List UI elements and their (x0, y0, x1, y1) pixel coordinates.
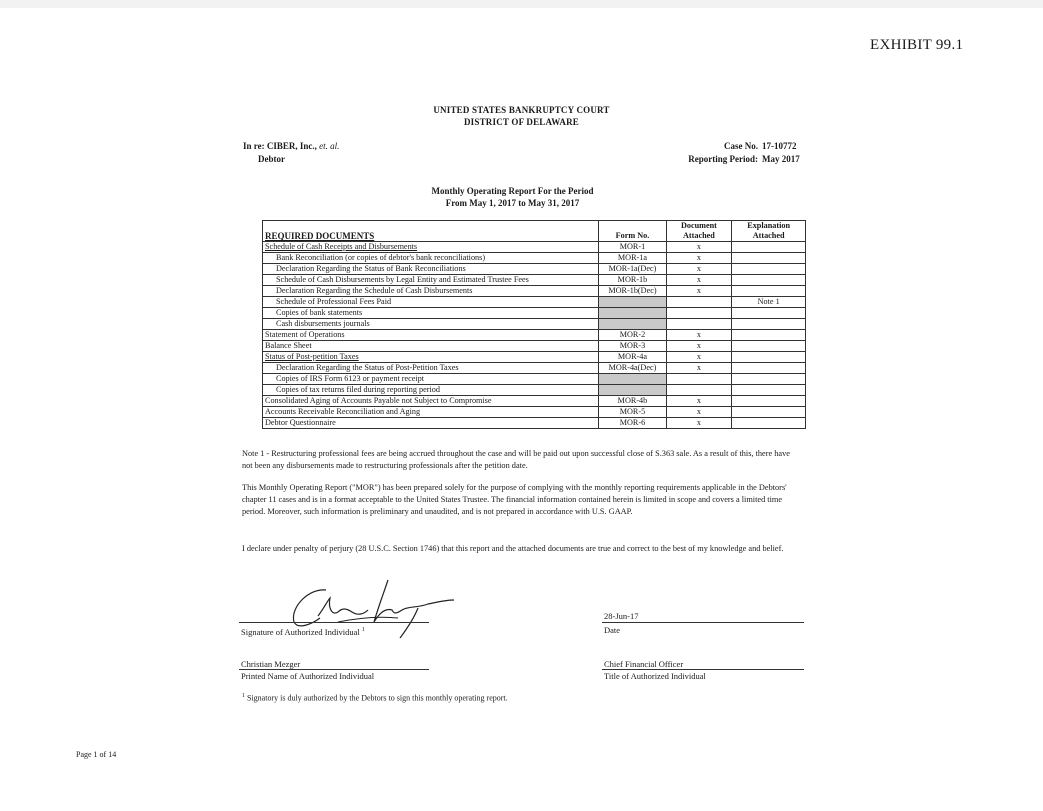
header-explanation-line2: Attached (752, 231, 785, 240)
exhibit-label: EXHIBIT 99.1 (870, 37, 964, 53)
footnote-mark: 1 (242, 693, 245, 699)
form-cell: MOR-2 (599, 330, 666, 341)
form-cell: MOR-1b(Dec) (599, 286, 666, 297)
attached-cell: x (666, 407, 732, 418)
inre-text: In re: CIBER, Inc., (243, 141, 320, 151)
page-number: Page 1 of 14 (76, 750, 117, 759)
form-cell: MOR-3 (599, 341, 666, 352)
scan-edge (0, 0, 1043, 8)
doc-cell: Statement of Operations (263, 330, 599, 341)
attached-cell: x (666, 363, 732, 374)
doc-cell: Schedule of Cash Disbursements by Legal Entity and Estimated Trustee Fees (263, 275, 599, 286)
explanation-cell (732, 330, 806, 341)
table-row (263, 286, 806, 297)
table-header-row (263, 221, 806, 242)
doc-cell: Accounts Receivable Reconciliation and Aging (263, 407, 599, 418)
explanation-cell: Note 1 (732, 297, 806, 308)
table-row (263, 418, 806, 429)
form-cell: MOR-1a (599, 253, 666, 264)
doc-cell: Balance Sheet (263, 341, 599, 352)
table-row (263, 352, 806, 363)
case-number-value: 17-10772 (762, 141, 797, 151)
form-cell-shaded (599, 319, 666, 330)
signature-stroke (318, 598, 368, 616)
header-document-attached (666, 221, 732, 242)
doc-cell: Declaration Regarding the Schedule of Cash Disbursements (263, 286, 599, 297)
note-1-paragraph: Note 1 - Restructuring professional fees are being accrued throughout the case and will be paid out upon successful close of S.363 sale. As a result of this, there have not been any disbursements made to restructuring professionals after the petition date. (242, 449, 790, 470)
table-row (263, 275, 806, 286)
explanation-cell (732, 352, 806, 363)
doc-cell: Bank Reconciliation (or copies of debtor's bank reconciliations) (263, 253, 599, 264)
reporting-period-value: May 2017 (762, 154, 800, 164)
reporting-period-label: Reporting Period: (688, 154, 758, 164)
explanation-cell (732, 374, 806, 385)
doc-cell: Copies of bank statements (263, 308, 599, 319)
declaration-paragraph: I declare under penalty of perjury (28 U.S.C. Section 1746) that this report and the attached documents are true and correct to the best of my knowledge and belief. (242, 544, 784, 553)
doc-text: Status of Post-petition Taxes (265, 352, 359, 361)
title-line (602, 669, 804, 670)
form-cell: MOR-4b (599, 396, 666, 407)
table-row (263, 242, 806, 253)
attached-cell (666, 374, 732, 385)
doc-cell: Declaration Regarding the Status of Post-Petition Taxes (263, 363, 599, 374)
explanation-cell (732, 341, 806, 352)
table-row (263, 385, 806, 396)
date-line (602, 622, 804, 623)
explanation-cell (732, 363, 806, 374)
report-title-line2: From May 1, 2017 to May 31, 2017 (445, 198, 580, 208)
form-cell-shaded (599, 385, 666, 396)
explanation-cell (732, 275, 806, 286)
header-explanation-attached (732, 221, 806, 242)
attached-cell: x (666, 352, 732, 363)
signature-footnote-mark: 1 (361, 627, 365, 633)
table-row (263, 341, 806, 352)
reporting-period-row (660, 153, 800, 166)
explanation-cell (732, 286, 806, 297)
table-row (263, 308, 806, 319)
footnote-text: Signatory is duly authorized by the Debtors to sign this monthly operating report. (247, 693, 508, 703)
court-name: UNITED STATES BANKRUPTCY COURT (433, 105, 610, 115)
attached-cell (666, 308, 732, 319)
inre-etal: et. al. (319, 141, 340, 151)
table-row (263, 396, 806, 407)
attached-cell: x (666, 286, 732, 297)
report-title (0, 185, 1034, 209)
header-explanation-line1: Explanation (747, 221, 791, 230)
signature-stroke (293, 590, 326, 626)
attached-cell: x (666, 341, 732, 352)
explanation-cell (732, 264, 806, 275)
debtor-label: Debtor (258, 154, 285, 164)
table-row (263, 297, 806, 308)
doc-cell: Cash disbursements journals (263, 319, 599, 330)
doc-cell: Copies of tax returns filed during reporting period (263, 385, 599, 396)
signature-line (239, 622, 429, 623)
attached-cell (666, 297, 732, 308)
attached-cell: x (666, 330, 732, 341)
court-district: DISTRICT OF DELAWARE (463, 117, 580, 127)
table-row (263, 253, 806, 264)
doc-cell (263, 352, 599, 363)
explanation-cell (732, 407, 806, 418)
table-row (263, 363, 806, 374)
header-form-no: Form No. (599, 221, 666, 242)
doc-cell: Copies of IRS Form 6123 or payment receipt (263, 374, 599, 385)
table-row (263, 319, 806, 330)
required-documents-table (262, 220, 806, 429)
table-row (263, 407, 806, 418)
doc-cell: Declaration Regarding the Status of Bank Reconciliations (263, 264, 599, 275)
table-row (263, 264, 806, 275)
title-label: Title of Authorized Individual (604, 671, 706, 681)
explanation-cell (732, 418, 806, 429)
table-row (263, 374, 806, 385)
attached-cell: x (666, 264, 732, 275)
header-document-attached-line1: Document (680, 221, 717, 230)
form-cell: MOR-4a(Dec) (599, 363, 666, 374)
printed-name-label: Printed Name of Authorized Individual (241, 671, 375, 681)
signature-label-text: Signature of Authorized Individual (241, 626, 360, 637)
date-value: 28-Jun-17 (604, 611, 639, 621)
explanation-cell (732, 253, 806, 264)
attached-cell: x (666, 396, 732, 407)
inre-line (243, 140, 339, 153)
doc-cell: Consolidated Aging of Accounts Payable not Subject to Compromise (263, 396, 599, 407)
footnote (242, 693, 508, 703)
case-caption-right (660, 140, 800, 166)
title-value: Chief Financial Officer (604, 659, 684, 669)
form-cell-shaded (599, 297, 666, 308)
date-label: Date (604, 625, 621, 635)
doc-cell: Debtor Questionnaire (263, 418, 599, 429)
explanation-cell (732, 385, 806, 396)
explanation-cell (732, 319, 806, 330)
mor-disclaimer-paragraph: This Monthly Operating Report ("MOR") has been prepared solely for the purpose of complying with the monthly reporting requirements applicable in the Debtors' chapter 11 cases and is in a format acceptable to the United States Trustee. The financial information contained herein is limited in scope and covers a limited time period. Moreover, such information is preliminary and unaudited, and is not prepared in accordance with U.S. GAAP. (242, 483, 787, 516)
explanation-cell (732, 396, 806, 407)
form-cell: MOR-1 (599, 242, 666, 253)
form-cell-shaded (599, 308, 666, 319)
signature-stroke (400, 608, 418, 638)
attached-cell: x (666, 253, 732, 264)
form-cell: MOR-1b (599, 275, 666, 286)
case-caption-left (243, 140, 339, 166)
signature-label (241, 625, 365, 638)
doc-cell: Schedule of Professional Fees Paid (263, 297, 599, 308)
report-title-line1: Monthly Operating Report For the Period (431, 186, 594, 196)
case-number-label: Case No. (724, 141, 758, 151)
attached-cell: x (666, 242, 732, 253)
doc-text: Schedule of Cash Receipts and Disbursements (265, 242, 418, 251)
form-cell: MOR-5 (599, 407, 666, 418)
form-cell: MOR-1a(Dec) (599, 264, 666, 275)
form-cell: MOR-4a (599, 352, 666, 363)
header-document-attached-line2: Attached (683, 231, 715, 240)
form-cell-shaded (599, 374, 666, 385)
attached-cell (666, 319, 732, 330)
attached-cell: x (666, 275, 732, 286)
table-row (263, 330, 806, 341)
printed-name-value: Christian Mezger (241, 659, 301, 669)
court-heading (0, 104, 1043, 128)
header-required-documents: REQUIRED DOCUMENTS (263, 221, 599, 242)
case-number-row (660, 140, 800, 153)
explanation-cell (732, 242, 806, 253)
explanation-cell (732, 308, 806, 319)
printed-name-line (239, 669, 429, 670)
doc-cell (263, 242, 599, 253)
form-cell: MOR-6 (599, 418, 666, 429)
attached-cell (666, 385, 732, 396)
attached-cell: x (666, 418, 732, 429)
